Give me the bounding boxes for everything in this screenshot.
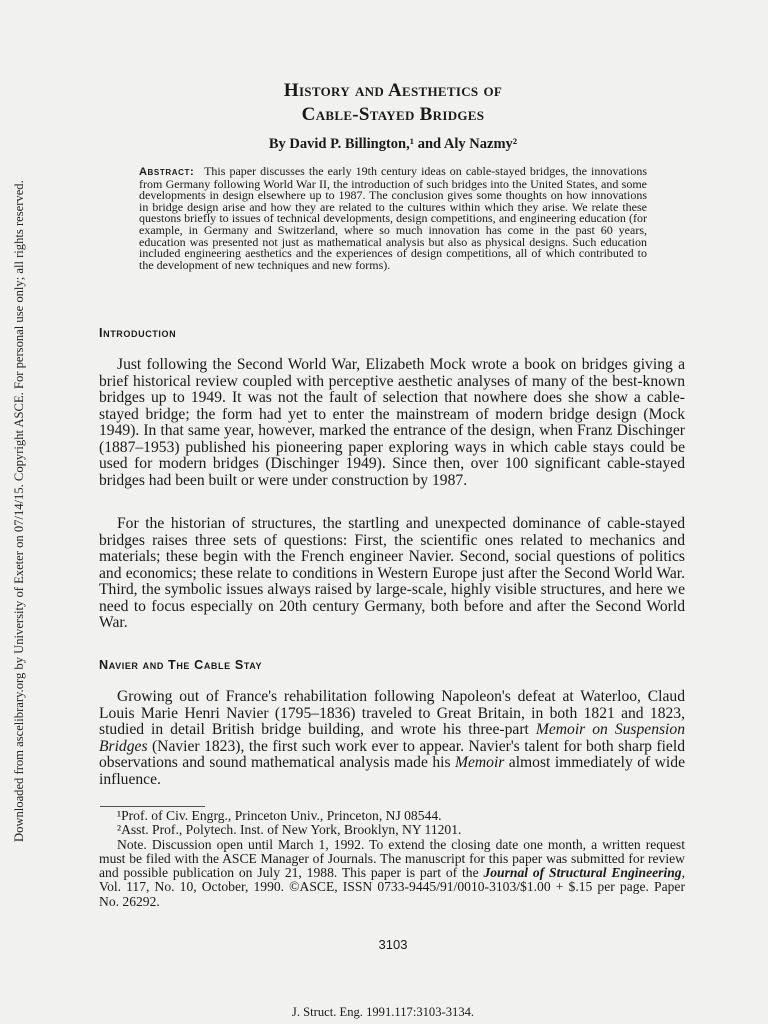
paragraph-text: Growing out of France's rehabilitation following Napoleon's defeat at Waterloo, Claud Louis Marie Henri Navier (1795–1836) traveled to Great Britain, in both 1821 and 1823, studied in detail British bridge building, and wrote his three-part [99,688,685,738]
paragraph-text: Just following the Second World War, Elizabeth Mock wrote a book on bridges giving a brief historical review coupled with perceptive aesthetic analyses of many of the best-known bridges up to 1949. It was not the fault of selection that nowhere does she show a cable-stayed bridge; the form had yet to enter the mainstream of modern bridge design (Mock 1949). In that same year, however, marked the entrance of the design, when Franz Dischinger (1887–1953) published his pioneering paper exploring ways in which cable stays could be used for modern bridges (Dischinger 1949). Since then, over 100 significant cable-stayed bridges had been built or were under construction by 1987. [99,356,685,489]
abstract [139,166,647,271]
paragraph-text: almost immediately of wide influence. [99,754,685,788]
paragraph [99,516,685,632]
footnote-rule [100,806,205,807]
footnotes [99,809,685,909]
author-line: By David P. Billington,¹ and Aly Nazmy² [268,136,518,152]
page-number: 3103 [378,937,408,952]
footnote-2 [99,823,685,837]
paragraph [99,357,685,489]
note-text: , Vol. 117, No. 10, October, 1990. ©ASCE, ISSN 0733-9445/91/0010-3103/$1.00 + $.15 per page. Paper No. 26292. [99,865,685,909]
abstract-label: Abstract: [139,166,195,178]
discussion-note [99,838,685,909]
paragraph [99,689,685,788]
footnote-text: ²Asst. Prof., Polytech. Inst. of New York, Brooklyn, NY 11201. [117,822,462,838]
note-text: Note. Discussion open until March 1, 1992. To extend the closing date one month, a written request must be filed with the ASCE Manager of Journals. The manuscript for this paper was submitted for review and possible publication on July 21, 1988. This paper is part of the [99,836,685,881]
memoir-title: Memoir on Suspension Bridges [99,721,685,755]
footnote-1 [99,809,685,823]
paragraph-text: (Navier 1823), the first such work ever to appear. Navier's talent for both sharp field observations and sound mathematical analysis made his [99,737,685,771]
section-heading-introduction: Introduction [99,326,177,340]
download-notice: Downloaded from ascelibrary.org by University of Exeter on 07/14/15. Copyright ASCE. For personal use only; all rights reserved. [12,180,26,842]
paper-title-line-1: History and Aesthetics of [283,80,503,101]
footnote-text: ¹Prof. of Civ. Engrg., Princeton Univ., Princeton, NJ 08544. [117,808,442,823]
abstract-text: This paper discusses the early 19th century ideas on cable-stayed bridges, the innovations from Germany following World War II, the introduction of such bridges into the United States, and some developments in design elsewhere up to 1987. The conclusion gives some thoughts on how innovations in bridge design arise and how they are related to the cultures within which they arise. We relate these questons briefly to issues of technical developments, design competitions, and engineering education (for example, in Germany and Switzerland, where so much innovation has come in the past 60 years, education was presented not just as mathematical analysis but also as physical designs. Such education included engineering aesthetics and the experiences of design competitions, all of which contributed to the development of new techniques and new forms). [139,164,647,272]
section-heading-navier: Navier and The Cable Stay [99,658,263,672]
citation-line: J. Struct. Eng. 1991.117:3103-3134. [291,1005,475,1019]
memoir-short-title: Memoir [454,754,505,771]
paper-title-line-2: Cable-Stayed Bridges [301,104,485,125]
journal-name: Journal of Structural Engineering [483,865,682,881]
paragraph-text: For the historian of structures, the startling and unexpected dominance of cable-stayed bridges raises three sets of questions: First, the scientific ones related to mechanics and materials; these begin with the French engineer Navier. Second, social questions of politics and economics; these relate to conditions in Western Europe just after the Second World War. Third, the symbolic issues always raised by large-scale, highly visible structures, and here we need to focus especially on 20th century Germany, both before and after the Second World War. [99,515,685,631]
